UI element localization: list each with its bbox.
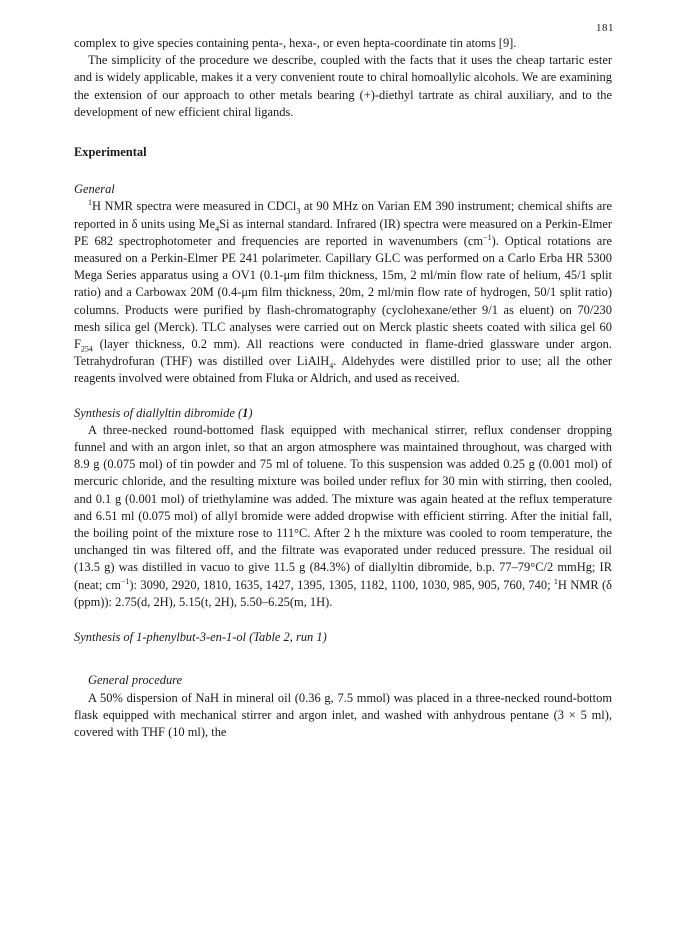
intro-paragraph: The simplicity of the procedure we describe, coupled with the facts that it uses the cheap tartaric ester and is widely applicable, makes it a very convenient route to chiral homoallylic alcohols. We are examining the extension of our approach to other metals bearing (+)-diethyl tartrate as chiral auxiliary, and to the development of new efficient chiral ligands. xyxy=(74,53,612,119)
subheading-general-procedure: General procedure xyxy=(88,673,183,688)
intro-continuation: complex to give species containing penta-, hexa-, or even hepta-coordinate tin atoms [9]. xyxy=(74,36,517,50)
synthesis-diallyltin-paragraph: A three-necked round-bottomed flask equipped with mechanical stirrer, reflux condenser dropping funnel and with an argon inlet, so that an argon atmosphere was maintained throughout, was charged with 8.9 g (0.075 mol) of tin powder and 75 ml of toluene. To this suspension was added 0.25 g (0.001 mol) of mercuric chloride, and the resulting mixture was boiled under reflux for 30 min with stirring, then cooled, and 0.1 g (0.001 mol) of triethylamine was added. The mixture was again heated at the reflux temperature and 6.51 ml (0.075 mol) of allyl bromide were added dropwise with efficient stirring. After the initial fall, the boiling point of the mixture rose to 111°C. After 2 h the mixture was cooled to room temperature, the unchanged tin was filtered off, and the filtrate was evaporated under reduced pressure. The residual oil (13.5 g) was distilled in vacuo to give 11.5 g (84.3%) of diallyltin dibromide, b.p. 77–79°C/2 mmHg; IR (neat; $cm^{-1}$): 3090, 2920, 1810, 1635, 1427, 1395, 1305, 1182, 1100, 1030, 985, 905, 760, 740; $^1$H NMR (δ (ppm)): 2.75(d, 2H), 5.15(t, 2H), 5.50–6.25(m, 1H). xyxy=(74,422,612,609)
general-paragraph: $^1$H NMR spectra were measured in CDCl$_3$ at 90 MHz on Varian EM 390 instrument; chemical shifts are reported in δ units using $Me_4Si$ as internal standard. Infrared (IR) spectra were measured on a Perkin-Elmer PE 682 spectrophotometer and frequencies are reported in wavenumbers $(cm^{-1})$. Optical rotations are measured on a Perkin-Elmer PE 241 polarimeter. Capillary GLC was performed on a Carlo Erba HR 5300 Mega Series apparatus using a OV1 (0.1-μm film thickness, 15m, 2 ml/min flow rate of helium, 45/1 split ratio) and a Carbowax 20M (0.4-μm film thickness, 20m, 2 ml/min flow rate of hydrogen, 50/1 split ratio) columns. Products were purified by flash-chromatography (cyclohexane/ether 9/1 as eluent) on 70/230 mesh silica gel (Merck). TLC analyses were carried out on Merck plastic sheets coated with silica gel 60 $F_{254}$ (layer thickness, 0.2 mm). All reactions were conducted in flame-dried glassware under argon. Tetrahydrofuran (THF) was distilled over LiAlH$_4$. Aldehydes were distilled prior to use; all the other reagents involved were obtained from Fluka or Aldrich, and used as received. xyxy=(74,198,612,386)
page-number: 181 xyxy=(596,22,614,34)
subheading-general: General xyxy=(74,182,115,197)
page-body xyxy=(74,35,612,741)
general-procedure-paragraph: A 50% dispersion of NaH in mineral oil (0.36 g, 7.5 mmol) was placed in a three-necked round-bottom flask equipped with mechanical stirrer and argon inlet, and washed with anhydrous pentane (3 × 5 ml), covered with THF (10 ml), the xyxy=(74,690,612,739)
subheading-synthesis-diallyltin: Synthesis of diallyltin dibromide (1) xyxy=(74,405,253,420)
subheading-synthesis-phenylbutenol: Synthesis of 1-phenylbut-3-en-1-ol (Table 2, run 1) xyxy=(74,630,327,645)
section-heading-experimental: Experimental xyxy=(74,145,147,160)
